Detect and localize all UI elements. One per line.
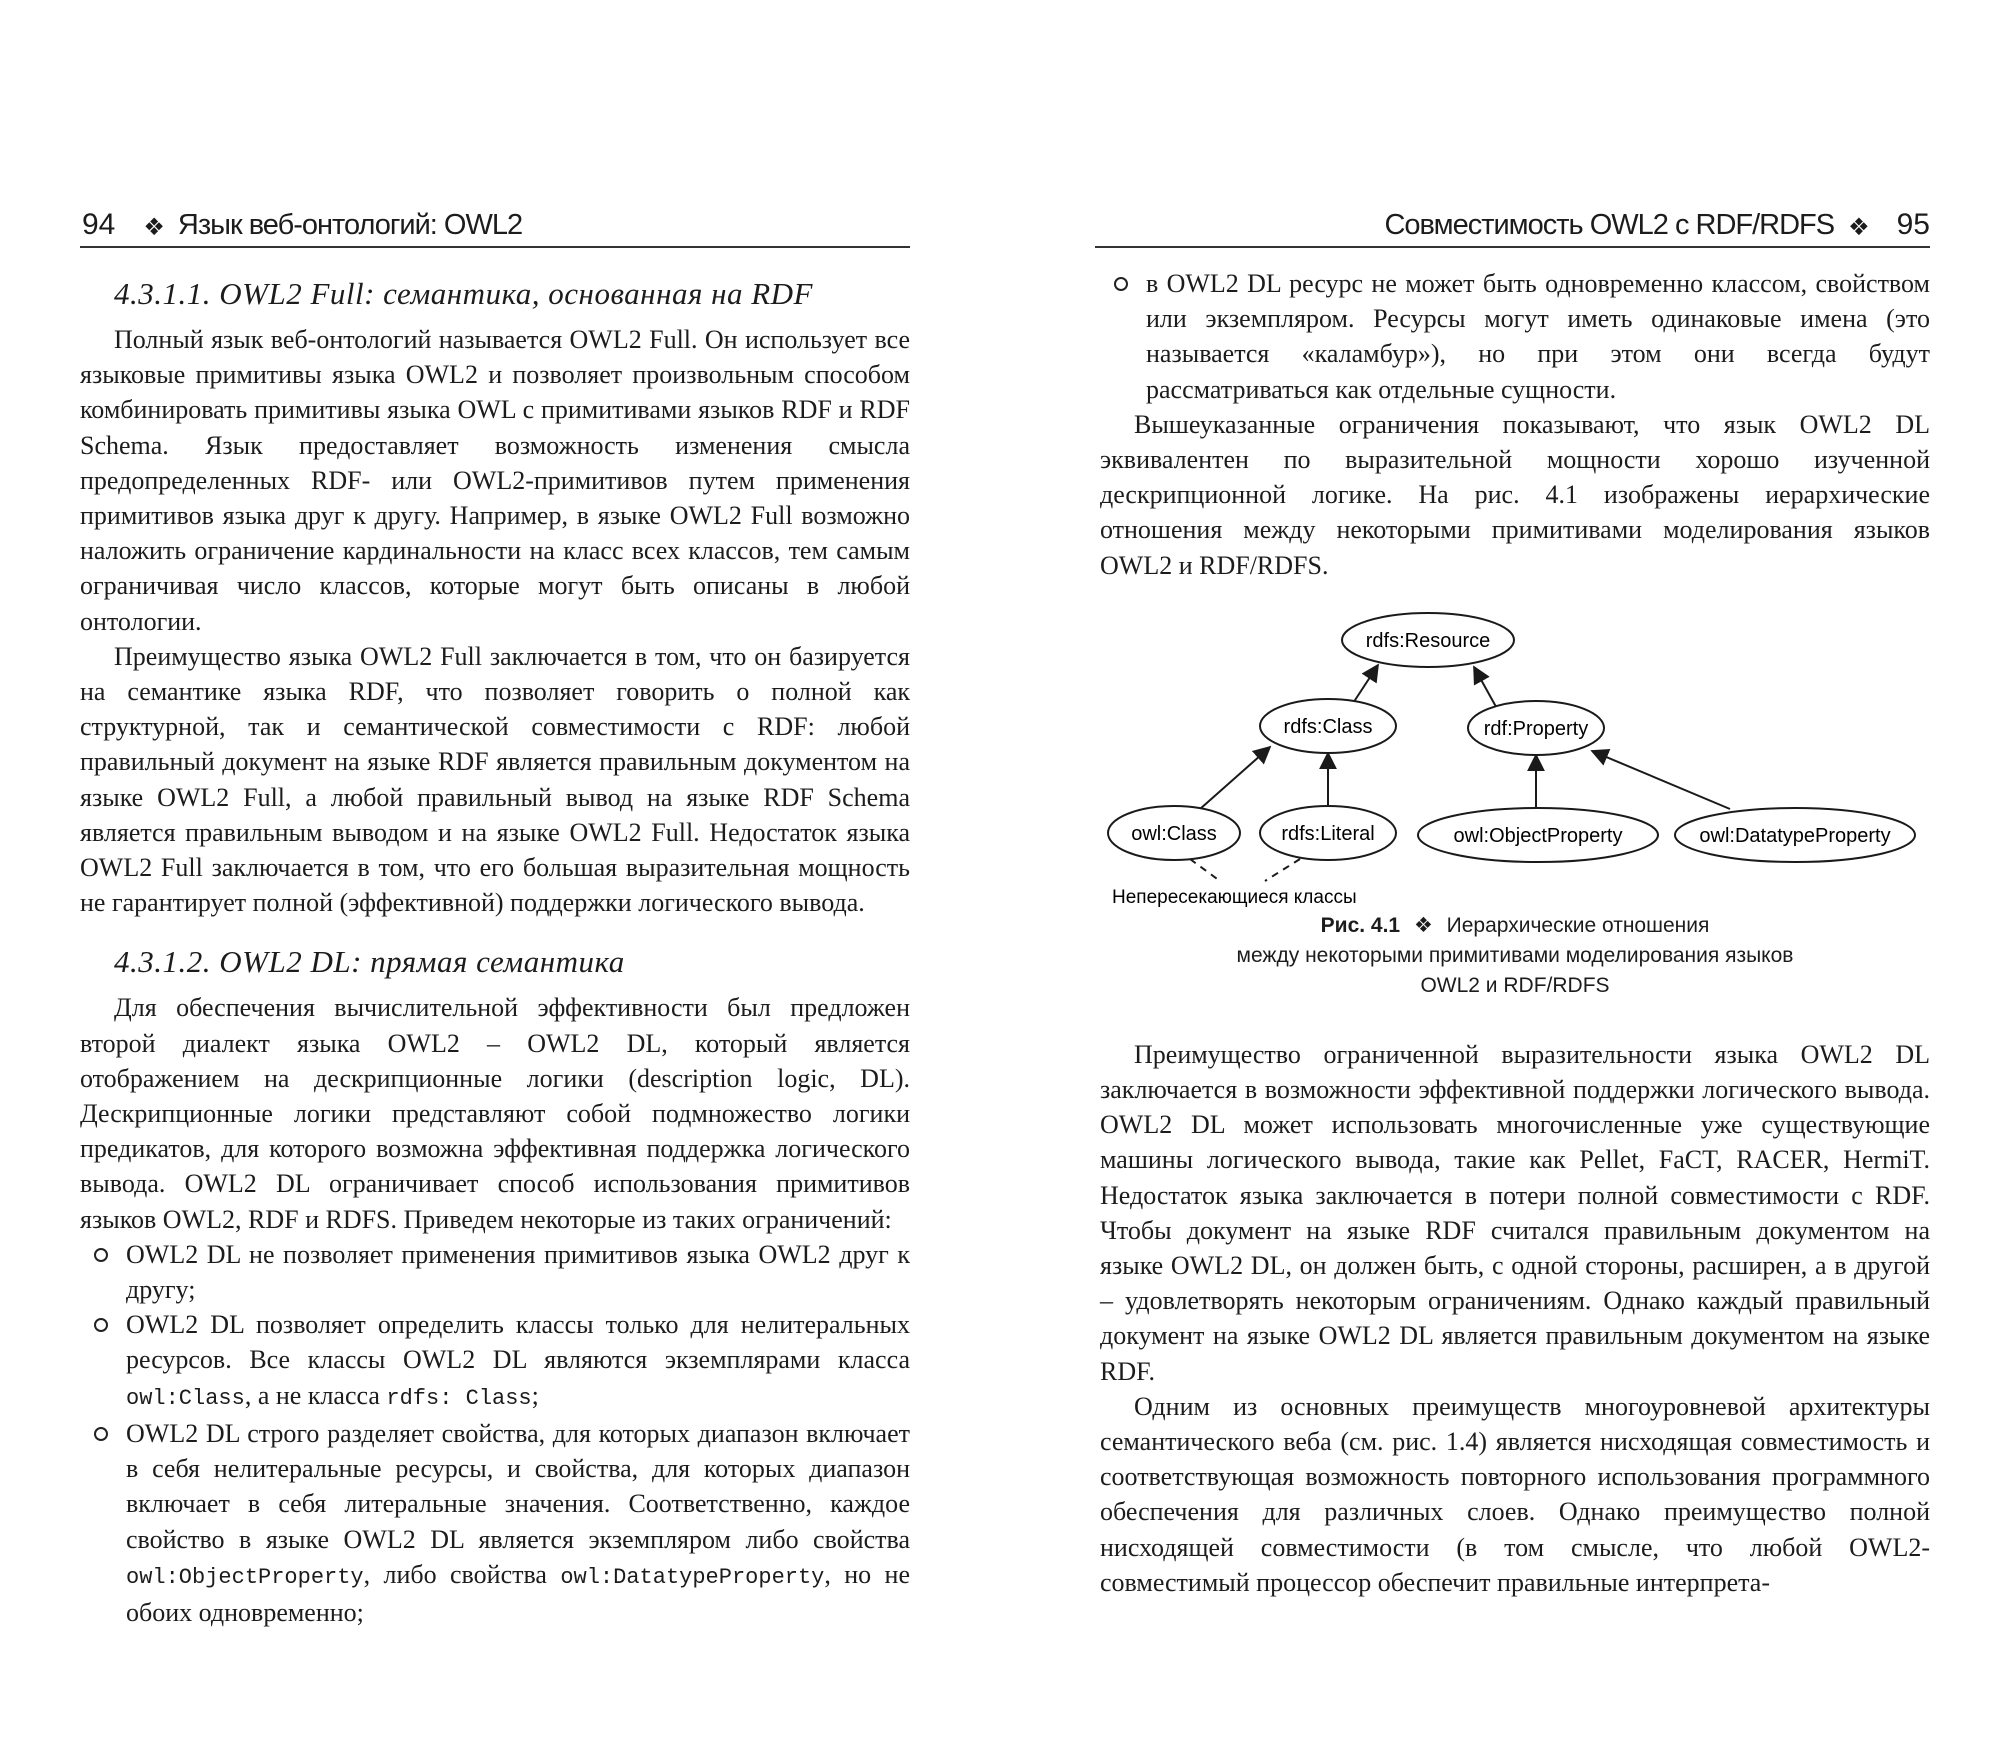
paragraph-owl2-full-2: Преимущество языка OWL2 Full заключается в том, что он базируется на семантике языка RDF, что позволяет говорить о полной как структурной, так и семантической совместимости с RDF: любой правильный документ на языке RDF является правильным документом на языке OWL2 Full, а любой правильный вывод на языке RDF Schema является правильным выводом и на языке OWL2 Full. Недостаток языка OWL2 Full заключается в том, что его большая выразительная мощность не гарантирует полной (эффективной) поддержки логического вывода. [80, 641, 910, 918]
paragraph-owl2-full-1: Полный язык веб-онтологий называется OWL2 Full. Он использует все языковые примитивы языка OWL2 и позволяет произвольным способом комбинировать примитивы языка OWL с примитивами языков RDF и RDF Schema. Язык предоставляет возможность изменения смысла предопределенных RDF- или OWL2-примитивов путем применения примитивов языка друг к другу. Например, в языке OWL2 Full возможно наложить ограничение кардинальности на класс всех классов, тем самым ограничивая число классов, которые могут быть описаны в любой онтологии. [80, 325, 910, 636]
paragraph-owl2-dl-1: Для обеспечения вычислительной эффективности был предложен второй диалект языка OWL2 – OWL2 DL, который является отображением на дескрипционные логики (description logic, DL). Дескрипционные логики представляют собой подмножество логики предикатов, для которого возможна эффективная поддержка логического вывода. OWL2 DL ограничивает способ использования примитивов языков OWL2, RDF и RDFS. Приведем некоторые из таких ограничений: [80, 993, 910, 1234]
dashed-disjoint-right [1265, 859, 1300, 881]
left-page-header [80, 198, 910, 248]
code-owl-class: owl:Class [126, 1385, 245, 1411]
code-owl-datatypeproperty: owl:DatatypeProperty [560, 1564, 825, 1590]
list-item: в OWL2 DL ресурс не может быть одновременно классом, свойством или экземпляром. Ресурсы могут иметь одинаковые имена (это называется «каламбур»), но при этом они всегда будут рассматриваться как отдельные сущности. [1100, 266, 1930, 407]
dashed-disjoint-left [1190, 859, 1220, 881]
node-label: owl:Class [1131, 822, 1217, 845]
caption-separator-icon: ❖ [1413, 913, 1433, 937]
section-heading-owl2-dl: 4.3.1.2. OWL2 DL: прямая семантика [114, 944, 625, 980]
text-after-figure [1100, 1037, 1930, 1600]
node-rdfs-resource [1342, 613, 1514, 667]
node-label: rdfs:Literal [1281, 822, 1375, 845]
header-separator-icon: ❖ [143, 214, 164, 241]
paragraph-restrictions-summary: Вышеуказанные ограничения показывают, что язык OWL2 DL эквивалентен по выразительной мощности хорошо изученной дескрипционной логике. На рис. 4.1 изображены иерархические отношения между некоторыми примитивами моделирования языков OWL2 и RDF/RDFS. [1100, 409, 1930, 580]
list-item: OWL2 DL не позволяет применения примитивов языка OWL2 друг к другу; [80, 1237, 910, 1307]
running-title-right: Совместимость OWL2 с RDF/RDFS [1384, 209, 1835, 241]
node-owl-class [1108, 806, 1240, 860]
page-number-left: 94 [82, 208, 116, 241]
code-rdfs-class: rdfs: Class [386, 1385, 532, 1411]
code-owl-objectproperty: owl:ObjectProperty [126, 1564, 364, 1590]
paragraph-layered-architecture: Одним из основных преимуществ многоуровневой архитектуры семантического веба (см. рис. 1.4) является нисходящая совместимость и соответствующая возможность повторного использования программного обеспечения для различных слоев. Однако преимущество полной нисходящей совместимости (в том смысле, что любой OWL2-совместимый процессор обеспечит правильные интерпрета- [1100, 1391, 1930, 1597]
node-rdfs-class [1260, 699, 1396, 753]
running-title-left: Язык веб-онтологий: OWL2 [177, 209, 523, 241]
node-label: rdf:Property [1483, 717, 1589, 740]
figure-hierarchy-diagram [1100, 611, 1930, 911]
header-separator-icon: ❖ [1848, 214, 1869, 241]
circle-bullet-icon [1114, 277, 1128, 291]
disjoint-classes-label: Непересекающиеся классы [1112, 886, 1357, 908]
node-label: rdfs:Class [1283, 715, 1373, 738]
edge-owlclass-to-class [1200, 747, 1270, 809]
node-owl-objectproperty [1418, 808, 1658, 862]
node-label: owl:ObjectProperty [1453, 824, 1623, 847]
right-page [1000, 0, 2000, 1745]
hierarchy-diagram [1100, 611, 1930, 911]
section-heading-owl2-full: 4.3.1.1. OWL2 Full: семантика, основанная на RDF [114, 276, 813, 311]
node-label: rdfs:Resource [1365, 629, 1491, 652]
right-page-header [1095, 198, 1930, 248]
circle-bullet-icon [94, 1427, 108, 1441]
list-item: OWL2 DL строго разделяет свойства, для которых диапазон включает в себя нелитеральные ресурсы, и свойства, для которых диапазон включает в себя литеральные значения. Соответственно, каждое свойство в языке OWL2 DL является экземпляром либо свойства owl:ObjectProperty, либо свойства owl:DatatypeProperty, но не обоих одновременно; [80, 1416, 910, 1630]
left-page-content [80, 276, 910, 1630]
node-owl-datatypeproperty [1675, 808, 1915, 862]
restrictions-list-continued [1100, 266, 1930, 407]
figure-caption: Рис. 4.1 ❖ Иерархические отношения между некоторыми примитивами моделирования языков OWL2 и RDF/RDFS [1236, 913, 1794, 997]
node-label: owl:DatatypeProperty [1699, 824, 1891, 847]
right-page-content [1100, 266, 1930, 1600]
node-rdf-property [1468, 701, 1604, 755]
paragraph-owl2-dl-advantage: Преимущество ограниченной выразительности языка OWL2 DL заключается в возможности эффективной поддержки логического вывода. OWL2 DL может использовать многочисленные уже существующие машины логического вывода, такие как Pellet, FaCT, RACER, HermiT. Недостаток языка заключается в потери полной совместимости с RDF. Чтобы документ на языке RDF считался правильным документом на языке OWL2 DL, он должен быть, с одной стороны, расширен, а в другой – удовлетворять некоторым ограничениям. Однако каждый правильный документ на языке OWL2 DL является правильным документом на языке RDF. [1100, 1039, 1930, 1386]
node-rdfs-literal [1260, 806, 1396, 860]
circle-bullet-icon [94, 1318, 108, 1332]
restrictions-list [80, 1237, 910, 1630]
edge-datatypeproperty-to-property [1592, 751, 1730, 809]
figure-caption-label: Рис. 4.1 [1320, 913, 1401, 937]
circle-bullet-icon [94, 1248, 108, 1262]
page-number-right: 95 [1896, 208, 1930, 241]
list-item: OWL2 DL позволяет определить классы только для нелитеральных ресурсов. Все классы OWL2 DL являются экземплярами класса owl:Class, а не класса rdfs: Class; [80, 1307, 910, 1416]
